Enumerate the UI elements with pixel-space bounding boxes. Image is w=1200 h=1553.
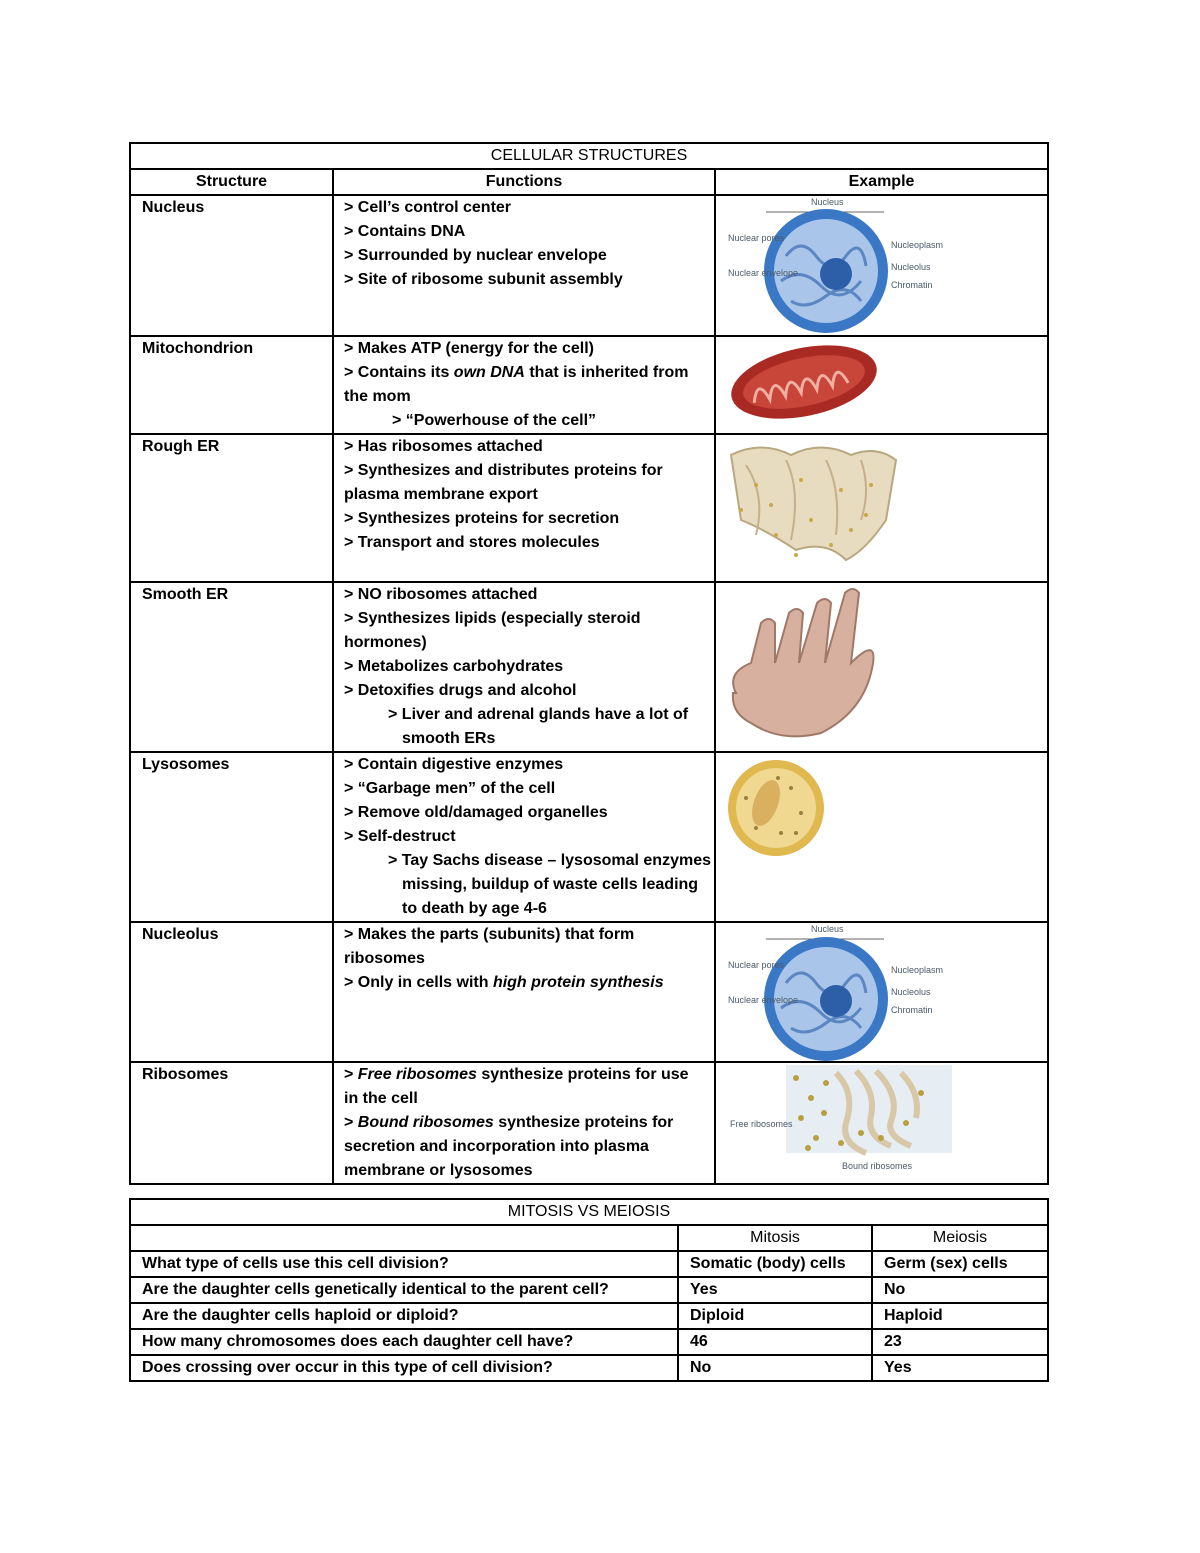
function-line: plasma membrane export: [344, 486, 538, 503]
cellular-structures-table: [129, 142, 1049, 1185]
function-line: membrane or lysosomes: [344, 1162, 533, 1179]
rough-er-illustration: [716, 435, 1046, 581]
structure-name: Rough ER: [130, 434, 333, 582]
table-row: [130, 195, 1048, 336]
functions-cell: [333, 582, 715, 752]
mitosis-cell: Somatic (body) cells: [678, 1251, 872, 1277]
functions-cell: [333, 336, 715, 434]
header-example: Example: [715, 169, 1048, 195]
example-cell: [715, 922, 1048, 1062]
diagram-label: Chromatin: [891, 280, 933, 290]
function-line: > Surrounded by nuclear envelope: [344, 247, 607, 264]
meiosis-cell: Germ (sex) cells: [872, 1251, 1048, 1277]
mitosis-cell: Yes: [678, 1277, 872, 1303]
ribosomes-diagram: [716, 1063, 1046, 1182]
diagram-label: Nucleolus: [891, 262, 931, 272]
function-line: > Synthesizes lipids (especially steroid: [344, 610, 641, 627]
diagram-label: Free ribosomes: [730, 1119, 793, 1129]
mitosis-meiosis-table: [129, 1198, 1049, 1382]
diagram-label: Nuclear envelope: [728, 268, 799, 278]
nucleus-diagram: [716, 196, 1046, 334]
diagram-label: Chromatin: [891, 1005, 933, 1015]
header-mitosis: Mitosis: [678, 1225, 872, 1251]
header-meiosis: Meiosis: [872, 1225, 1048, 1251]
smooth-er-illustration: [716, 583, 1046, 749]
table-row: [130, 434, 1048, 582]
question-cell: Does crossing over occur in this type of cell division?: [130, 1355, 678, 1381]
example-cell: [715, 752, 1048, 922]
structure-name: Nucleolus: [130, 922, 333, 1062]
example-cell: [715, 582, 1048, 752]
function-line: > Detoxifies drugs and alcohol: [344, 682, 577, 699]
example-cell: [715, 336, 1048, 434]
example-cell: [715, 1062, 1048, 1184]
meiosis-cell: Yes: [872, 1355, 1048, 1381]
structure-name: Mitochondrion: [130, 336, 333, 434]
meiosis-cell: No: [872, 1277, 1048, 1303]
functions-cell: [333, 752, 715, 922]
example-cell: [715, 195, 1048, 336]
table-row: [130, 582, 1048, 752]
function-line: > Self-destruct: [344, 828, 456, 845]
mitochondrion-illustration: [716, 337, 1046, 431]
nucleus-diagram: [716, 923, 1046, 1061]
structure-name: Lysosomes: [130, 752, 333, 922]
function-line: > Has ribosomes attached: [344, 438, 543, 455]
diagram-label: Nucleus: [811, 924, 844, 934]
function-line: > NO ribosomes attached: [344, 586, 538, 603]
table-row: [130, 1329, 1048, 1355]
table-row: [130, 922, 1048, 1062]
function-line: > Contains its own DNA that is inherited from: [344, 364, 689, 381]
table-row: [130, 1062, 1048, 1184]
function-line: ribosomes: [344, 950, 425, 967]
table-title: CELLULAR STRUCTURES: [130, 143, 1048, 169]
table-row: [130, 336, 1048, 434]
table-row: [130, 1303, 1048, 1329]
table-row: [130, 1355, 1048, 1381]
table-row: [130, 1277, 1048, 1303]
function-line: > Transport and stores molecules: [344, 534, 600, 551]
function-line: > “Powerhouse of the cell”: [392, 412, 597, 429]
function-line: > Synthesizes and distributes proteins for: [344, 462, 663, 479]
function-line: > Bound ribosomes synthesize proteins for: [344, 1114, 674, 1131]
function-line: > Site of ribosome subunit assembly: [344, 271, 623, 288]
diagram-label: Nuclear envelope: [728, 995, 799, 1005]
mitosis-cell: Diploid: [678, 1303, 872, 1329]
table-title: MITOSIS VS MEIOSIS: [130, 1199, 1048, 1225]
function-line: > Tay Sachs disease – lysosomal enzymes missing, buildup of waste cells leading to death by age 4-6: [388, 852, 711, 917]
structure-name: Nucleus: [130, 195, 333, 336]
table-row: [130, 752, 1048, 922]
diagram-label: Nucleolus: [891, 987, 931, 997]
diagram-label: Nucleoplasm: [891, 965, 944, 975]
question-cell: What type of cells use this cell division?: [130, 1251, 678, 1277]
header-functions: Functions: [333, 169, 715, 195]
example-cell: [715, 434, 1048, 582]
functions-cell: [333, 195, 715, 336]
function-line: > Liver and adrenal glands have a lot of smooth ERs: [388, 706, 689, 747]
question-cell: How many chromosomes does each daughter cell have?: [130, 1329, 678, 1355]
function-line: > Contain digestive enzymes: [344, 756, 564, 773]
meiosis-cell: 23: [872, 1329, 1048, 1355]
diagram-label: Nucleoplasm: [891, 240, 944, 250]
function-line: > Synthesizes proteins for secretion: [344, 510, 620, 527]
question-cell: Are the daughter cells haploid or diploid?: [130, 1303, 678, 1329]
question-cell: Are the daughter cells genetically identical to the parent cell?: [130, 1277, 678, 1303]
function-line: the mom: [344, 388, 411, 405]
table-row: [130, 1251, 1048, 1277]
functions-cell: [333, 1062, 715, 1184]
function-line: hormones): [344, 634, 427, 651]
diagram-label: Bound ribosomes: [842, 1161, 913, 1171]
diagram-label: Nuclear pores: [728, 233, 785, 243]
function-line: > “Garbage men” of the cell: [344, 780, 556, 797]
function-line: > Remove old/damaged organelles: [344, 804, 608, 821]
diagram-label: Nucleus: [811, 197, 844, 207]
functions-cell: [333, 922, 715, 1062]
function-line: > Contains DNA: [344, 223, 466, 240]
structure-name: Ribosomes: [130, 1062, 333, 1184]
lysosome-illustration: [716, 753, 1046, 919]
structure-name: Smooth ER: [130, 582, 333, 752]
functions-cell: [333, 434, 715, 582]
function-line: in the cell: [344, 1090, 418, 1107]
meiosis-cell: Haploid: [872, 1303, 1048, 1329]
function-line: > Only in cells with high protein synthesis: [344, 974, 664, 991]
function-line: > Makes ATP (energy for the cell): [344, 340, 595, 357]
diagram-label: Nuclear pores: [728, 960, 785, 970]
function-line: > Cell’s control center: [344, 199, 512, 216]
mitosis-cell: 46: [678, 1329, 872, 1355]
function-line: > Free ribosomes synthesize proteins for use: [344, 1066, 689, 1083]
header-question: [130, 1225, 678, 1251]
function-line: > Metabolizes carbohydrates: [344, 658, 564, 675]
header-structure: Structure: [130, 169, 333, 195]
mitosis-cell: No: [678, 1355, 872, 1381]
function-line: > Makes the parts (subunits) that form: [344, 926, 635, 943]
function-line: secretion and incorporation into plasma: [344, 1138, 649, 1155]
